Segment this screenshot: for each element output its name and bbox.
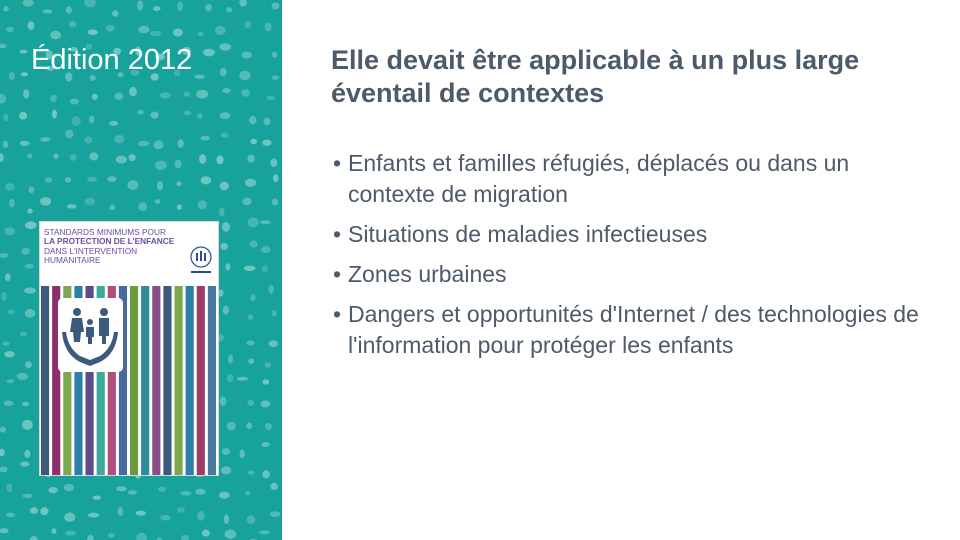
- decorative-dot: [129, 154, 136, 161]
- decorative-dot: [6, 379, 14, 383]
- list-item-text: Dangers et opportunités d'Internet / des technologies de l'information pour protéger les enfants: [348, 301, 919, 358]
- decorative-dot: [250, 294, 255, 301]
- decorative-dot: [137, 110, 144, 115]
- decorative-dot: [0, 94, 6, 104]
- decorative-dot: [177, 1, 183, 11]
- slide-title: Elle devait être applicable à un plus large éventail de contextes: [331, 45, 860, 108]
- decorative-dot: [84, 136, 92, 143]
- decorative-dot: [155, 199, 161, 204]
- decorative-dot: [22, 494, 32, 498]
- decorative-dot: [202, 530, 210, 537]
- decorative-dot: [272, 199, 278, 206]
- decorative-dot: [250, 241, 258, 248]
- decorative-dot: [272, 75, 280, 80]
- decorative-dot: [261, 246, 271, 253]
- decorative-dot: [114, 135, 124, 144]
- decorative-dot: [8, 309, 15, 314]
- decorative-dot: [127, 180, 138, 190]
- decorative-dot: [198, 32, 204, 36]
- decorative-dot: [196, 90, 208, 99]
- decorative-dot: [228, 355, 233, 364]
- decorative-dot: [69, 21, 76, 27]
- decorative-dot: [28, 21, 35, 30]
- decorative-dot: [65, 130, 73, 138]
- cover-stripe: [152, 286, 160, 475]
- cover-stripe: [163, 286, 171, 475]
- decorative-dot: [66, 6, 72, 13]
- decorative-dot: [137, 0, 143, 10]
- cover-stripe: [130, 286, 138, 475]
- decorative-dot: [87, 177, 97, 182]
- decorative-dot: [0, 467, 8, 473]
- decorative-dot: [273, 174, 279, 182]
- decorative-dot: [227, 422, 236, 431]
- decorative-dot: [173, 29, 183, 37]
- cover-stripe: [197, 286, 205, 475]
- cover-stripe: [208, 286, 216, 475]
- decorative-dot: [30, 536, 38, 540]
- decorative-dot: [22, 420, 33, 430]
- list-item: [333, 259, 933, 290]
- decorative-dot: [70, 99, 79, 105]
- decorative-dot: [20, 332, 27, 336]
- decorative-dot: [43, 9, 53, 13]
- decorative-dot: [116, 486, 127, 491]
- decorative-dot: [260, 220, 271, 224]
- decorative-dot: [225, 263, 230, 270]
- decorative-dot: [227, 374, 233, 383]
- decorative-dot: [0, 44, 7, 49]
- decorative-dot: [197, 511, 205, 521]
- decorative-dot: [244, 266, 256, 271]
- decorative-dot: [108, 533, 114, 538]
- decorative-dot: [245, 179, 256, 187]
- decorative-dot: [205, 4, 212, 12]
- decorative-dot: [53, 154, 58, 159]
- decorative-dot: [237, 377, 248, 381]
- decorative-dot: [158, 487, 166, 492]
- decorative-dot: [198, 200, 208, 209]
- list-item: [333, 148, 933, 210]
- decorative-dot: [181, 535, 189, 540]
- decorative-dot: [70, 154, 77, 161]
- decorative-dot: [270, 158, 277, 167]
- decorative-dot: [262, 379, 269, 384]
- decorative-dot: [151, 112, 159, 119]
- decorative-dot: [239, 71, 250, 81]
- decorative-dot: [155, 161, 167, 170]
- decorative-dot: [112, 10, 118, 17]
- decorative-dot: [183, 91, 190, 96]
- decorative-dot: [216, 155, 223, 164]
- decorative-dot: [272, 2, 280, 9]
- decorative-dot: [222, 222, 230, 232]
- bullet-symbol: •: [333, 150, 342, 176]
- decorative-dot: [239, 0, 247, 7]
- decorative-dot: [20, 141, 30, 146]
- decorative-dot: [176, 181, 181, 186]
- decorative-dot: [219, 43, 231, 50]
- decorative-dot: [203, 49, 215, 57]
- decorative-dot: [264, 118, 271, 126]
- decorative-dot: [19, 50, 27, 54]
- decorative-dot: [220, 68, 227, 76]
- decorative-dot: [177, 204, 182, 209]
- decorative-dot: [223, 306, 229, 315]
- decorative-dot: [9, 199, 14, 208]
- decorative-dot: [220, 397, 227, 406]
- decorative-dot: [67, 204, 77, 209]
- decorative-dot: [64, 484, 74, 491]
- decorative-dot: [242, 52, 252, 59]
- decorative-dot: [245, 491, 251, 496]
- decorative-dot: [178, 139, 184, 148]
- decorative-dot: [247, 154, 254, 162]
- cover-stripe: [186, 286, 194, 475]
- decorative-dot: [40, 507, 48, 515]
- decorative-dot: [269, 340, 278, 347]
- decorative-dot: [109, 121, 118, 126]
- decorative-dot: [128, 490, 137, 494]
- decorative-dot: [200, 136, 209, 141]
- list-item-text: Enfants et familles réfugiés, déplacés ou dans un contexte de migration: [348, 150, 850, 207]
- decorative-dot: [199, 154, 206, 164]
- decorative-dot: [3, 401, 13, 407]
- decorative-dot: [261, 400, 271, 407]
- decorative-dot: [6, 27, 14, 33]
- decorative-dot: [21, 72, 28, 76]
- decorative-dot: [272, 310, 277, 316]
- decorative-dot: [248, 358, 254, 364]
- decorative-dot: [160, 92, 171, 99]
- decorative-dot: [265, 362, 271, 368]
- decorative-dot: [88, 513, 100, 518]
- cover-stripe: [41, 286, 49, 475]
- decorative-dot: [52, 528, 57, 534]
- decorative-dot: [129, 87, 137, 97]
- decorative-dot: [64, 513, 75, 522]
- cover-stripe: [141, 286, 149, 475]
- decorative-dot: [23, 0, 34, 7]
- decorative-dot: [240, 450, 245, 459]
- decorative-dot: [220, 132, 229, 137]
- decorative-dot: [25, 361, 32, 368]
- list-item: [333, 219, 933, 250]
- decorative-dot: [0, 427, 6, 433]
- decorative-dot: [87, 535, 94, 540]
- decorative-dot: [24, 287, 36, 293]
- decorative-dot: [219, 492, 230, 499]
- decorative-dot: [30, 507, 38, 514]
- edition-label: Édition 2012: [31, 44, 193, 76]
- decorative-dot: [106, 25, 115, 32]
- decorative-dot: [115, 93, 124, 101]
- decorative-dot: [136, 511, 146, 516]
- decorative-dot: [219, 207, 225, 216]
- bullet-symbol: •: [333, 301, 342, 327]
- decorative-dot: [6, 483, 12, 492]
- decorative-dot: [222, 88, 230, 93]
- decorative-dot: [262, 470, 270, 478]
- book-cover-image: [40, 222, 218, 475]
- decorative-dot: [219, 289, 224, 296]
- decorative-dot: [262, 265, 268, 272]
- family-hands-icon: [58, 298, 123, 372]
- decorative-dot: [248, 471, 255, 475]
- decorative-dot: [150, 31, 161, 37]
- cover-title-line: LA PROTECTION DE L'ENFANCE: [44, 236, 175, 247]
- cover-stripe: [175, 286, 183, 475]
- cover-header: [40, 222, 218, 282]
- decorative-dot: [23, 89, 29, 99]
- decorative-dot: [0, 153, 4, 161]
- decorative-dot: [6, 513, 15, 517]
- decorative-dot: [197, 113, 203, 119]
- decorative-dot: [52, 110, 57, 119]
- cover-title-line: STANDARDS MINIMUMS POUR: [44, 227, 166, 237]
- decorative-dot: [21, 248, 30, 255]
- decorative-dot: [247, 400, 254, 406]
- decorative-dot: [247, 515, 256, 524]
- decorative-dot: [246, 423, 252, 430]
- decorative-dot: [262, 140, 271, 146]
- decorative-dot: [243, 198, 252, 206]
- decorative-dot: [241, 89, 250, 96]
- decorative-dot: [45, 177, 53, 183]
- decorative-dot: [262, 442, 270, 447]
- decorative-dot: [153, 6, 160, 11]
- decorative-dot: [5, 183, 15, 191]
- bullet-list: [333, 148, 933, 370]
- decorative-dot: [269, 285, 274, 294]
- decorative-dot: [107, 176, 116, 182]
- decorative-dot: [93, 496, 101, 500]
- decorative-dot: [194, 75, 205, 79]
- decorative-dot: [50, 95, 57, 103]
- decorative-dot: [201, 176, 212, 184]
- alliance-logo-icon: [188, 246, 214, 276]
- decorative-dot: [248, 218, 259, 228]
- decorative-dot: [85, 198, 96, 206]
- decorative-dot: [136, 533, 147, 540]
- decorative-dot: [250, 139, 257, 144]
- decorative-dot: [5, 273, 11, 281]
- decorative-dot: [72, 116, 81, 125]
- sidebar-panel: [0, 0, 282, 540]
- decorative-dot: [249, 116, 257, 124]
- decorative-dot: [154, 140, 164, 149]
- list-item-text: Situations de maladies infectieuses: [348, 221, 708, 247]
- decorative-dot: [4, 351, 14, 357]
- decorative-dot: [17, 373, 29, 380]
- decorative-dot: [160, 515, 170, 521]
- decorative-dot: [88, 29, 98, 35]
- decorative-dot: [259, 530, 270, 534]
- decorative-dot: [27, 154, 32, 159]
- decorative-dot: [3, 341, 10, 346]
- decorative-dot: [272, 52, 277, 58]
- decorative-dot: [3, 141, 9, 148]
- list-item: [333, 299, 933, 361]
- decorative-dot: [50, 31, 61, 39]
- decorative-dot: [2, 292, 7, 301]
- decorative-dot: [138, 26, 149, 34]
- decorative-dot: [177, 507, 185, 512]
- decorative-dot: [117, 507, 123, 516]
- decorative-dot: [265, 423, 272, 430]
- decorative-dot: [221, 243, 228, 250]
- decorative-dot: [265, 22, 272, 31]
- decorative-dot: [157, 181, 163, 190]
- decorative-dot: [3, 114, 8, 122]
- decorative-dot: [0, 449, 5, 457]
- decorative-dot: [184, 111, 191, 115]
- decorative-dot: [25, 221, 37, 229]
- decorative-dot: [110, 205, 116, 211]
- decorative-dot: [89, 116, 94, 124]
- decorative-dot: [25, 264, 34, 269]
- decorative-dot: [139, 202, 148, 211]
- decorative-dot: [220, 182, 229, 191]
- decorative-dot: [195, 489, 205, 495]
- decorative-dot: [116, 156, 127, 164]
- bullet-symbol: •: [333, 261, 342, 287]
- decorative-dot: [226, 7, 232, 12]
- decorative-dot: [65, 531, 77, 536]
- decorative-dot: [40, 137, 50, 141]
- decorative-dot: [24, 450, 30, 458]
- decorative-dot: [22, 402, 29, 406]
- decorative-dot: [0, 253, 9, 258]
- bullet-symbol: •: [333, 221, 342, 247]
- list-item-text: Zones urbaines: [348, 261, 507, 287]
- decorative-dot: [175, 160, 182, 169]
- decorative-dot: [221, 466, 231, 474]
- decorative-dot: [25, 309, 36, 318]
- cover-title: [44, 228, 174, 266]
- decorative-dot: [180, 491, 191, 495]
- cover-title-line: DANS L'INTERVENTION: [44, 245, 138, 256]
- decorative-dot: [84, 0, 96, 8]
- decorative-dot: [40, 197, 51, 206]
- decorative-dot: [220, 112, 231, 119]
- decorative-dot: [48, 487, 57, 493]
- decorative-dot: [138, 141, 150, 146]
- decorative-dot: [92, 94, 98, 100]
- decorative-dot: [9, 72, 15, 80]
- decorative-dot: [222, 448, 230, 455]
- decorative-dot: [267, 96, 275, 101]
- decorative-dot: [270, 483, 278, 490]
- decorative-dot: [29, 187, 35, 194]
- decorative-dot: [65, 177, 71, 183]
- decorative-dot: [20, 461, 29, 466]
- decorative-dot: [224, 514, 229, 524]
- decorative-dot: [244, 21, 251, 28]
- cover-title-line: HUMANITAIRE: [44, 255, 101, 266]
- decorative-dot: [248, 314, 253, 320]
- decorative-dot: [27, 208, 33, 213]
- decorative-dot: [215, 26, 226, 35]
- decorative-dot: [246, 341, 254, 346]
- decorative-dot: [225, 530, 237, 539]
- decorative-dot: [19, 112, 27, 120]
- decorative-dot: [270, 511, 280, 517]
- decorative-dot: [3, 6, 9, 11]
- decorative-dot: [89, 152, 98, 160]
- decorative-dot: [0, 528, 9, 533]
- decorative-dot: [4, 227, 15, 235]
